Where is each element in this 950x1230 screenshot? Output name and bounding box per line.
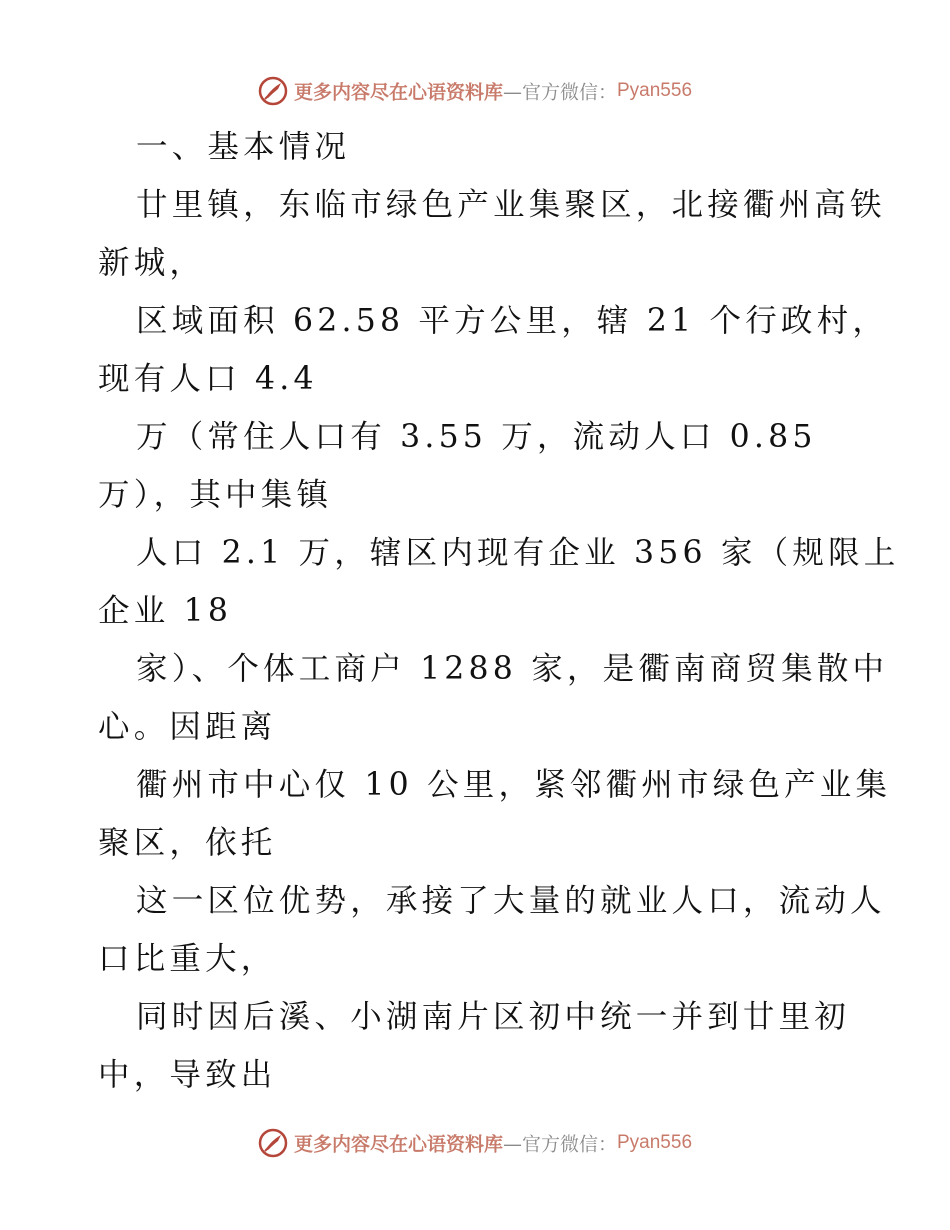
paragraph-line: 万），其中集镇 bbox=[98, 477, 333, 513]
paragraph-line: 衢州市中心仅 10 公里，紧邻衢州市绿色产业集 bbox=[136, 767, 892, 803]
paragraph-line: 廿里镇，东临市绿色产业集聚区，北接衢州高铁 bbox=[136, 187, 886, 223]
paragraph-line: 聚区，依托 bbox=[98, 825, 277, 861]
watermark-site-text: 更多内容尽在心语资料库 bbox=[293, 1133, 503, 1156]
paragraph-line: 人口 2.1 万，辖区内现有企业 356 家（规限上 bbox=[136, 535, 900, 571]
document-body bbox=[98, 118, 900, 1104]
paragraph-line: 万（常住人口有 3.55 万，流动人口 0.85 bbox=[136, 419, 817, 455]
paragraph-line: 区域面积 62.58 平方公里，辖 21 个行政村， bbox=[136, 303, 889, 339]
brush-pen-logo-icon bbox=[258, 1128, 288, 1158]
paragraph-line: 现有人口 4.4 bbox=[98, 361, 318, 397]
paragraph-line: 心。因距离 bbox=[98, 709, 277, 745]
watermark-sub-text: —官方微信： bbox=[502, 81, 617, 104]
footer-watermark bbox=[0, 1128, 950, 1158]
paragraph-line: 同时因后溪、小湖南片区初中统一并到廿里初 bbox=[136, 999, 851, 1035]
paragraph-line: 企业 18 bbox=[98, 593, 233, 629]
brush-pen-logo-icon bbox=[258, 76, 288, 106]
paragraph-line: 家）、个体工商户 1288 家，是衢南商贸集散中 bbox=[136, 651, 889, 687]
watermark-sub-text: —官方微信： bbox=[502, 1133, 617, 1156]
header-watermark bbox=[0, 76, 950, 106]
section-heading: 一、基本情况 bbox=[136, 129, 351, 165]
watermark-wechat-id: Pyan556 bbox=[617, 1132, 693, 1153]
watermark-wechat-id: Pyan556 bbox=[617, 80, 693, 101]
paragraph-line: 口比重大， bbox=[98, 941, 277, 977]
paragraph-line: 中，导致出 bbox=[98, 1057, 277, 1093]
paragraph-line: 这一区位优势，承接了大量的就业人口，流动人 bbox=[136, 883, 886, 919]
paragraph-line: 新城， bbox=[98, 245, 206, 281]
watermark-site-text: 更多内容尽在心语资料库 bbox=[293, 81, 503, 104]
